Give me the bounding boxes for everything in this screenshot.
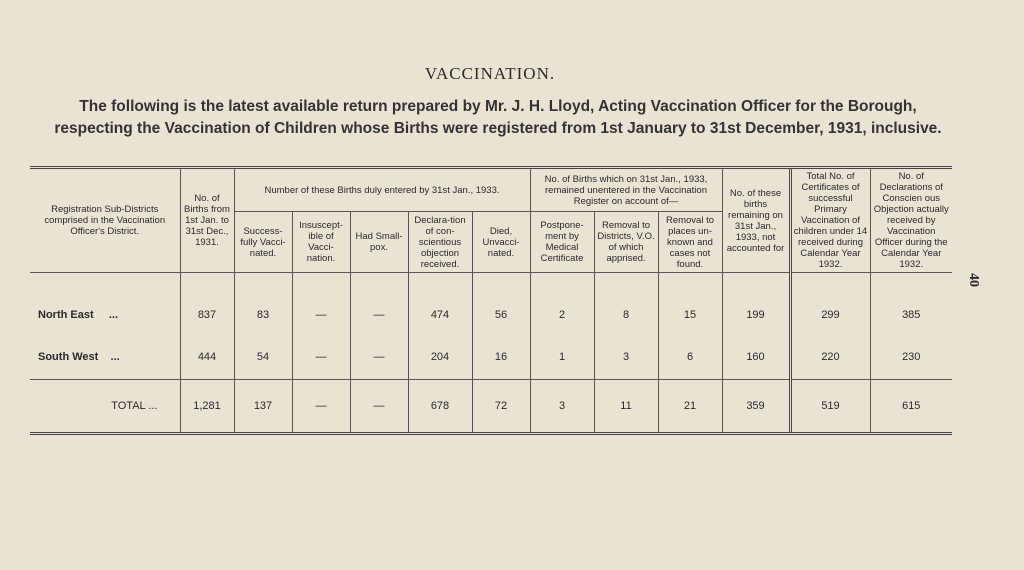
died-cell: 16 bbox=[472, 345, 530, 369]
total-label: TOTAL ... bbox=[30, 380, 180, 434]
table-row bbox=[30, 345, 952, 369]
certificates-cell: 299 bbox=[790, 303, 870, 327]
header-remaining: No. of these births remaining on 31st Jan., 1933, not accounted for bbox=[722, 168, 790, 273]
insusceptible-cell: — bbox=[292, 345, 350, 369]
total-postponement: 3 bbox=[530, 380, 594, 434]
header-births: No. of Births from 1st Jan. to 31st Dec., 1931. bbox=[180, 168, 234, 273]
page-number: 40 bbox=[966, 273, 981, 287]
declarations-cell: 230 bbox=[870, 345, 952, 369]
header-declaration: Declara-tion of con-scientious objection received. bbox=[408, 212, 472, 273]
header-certificates: Total No. of Certificates of successful Primary Vaccination of children under 14 received during Calendar Year 1932. bbox=[790, 168, 870, 273]
header-removal-unknown: Removal to places un-known and cases not found. bbox=[658, 212, 722, 273]
removal-districts-cell: 8 bbox=[594, 303, 658, 327]
total-insusceptible: — bbox=[292, 380, 350, 434]
total-declaration: 678 bbox=[408, 380, 472, 434]
successfully-cell: 54 bbox=[234, 345, 292, 369]
births-cell: 444 bbox=[180, 345, 234, 369]
header-declarations: No. of Declarations of Conscien ous Objection actually received by Vaccination Officer during the Calendar Year 1932. bbox=[870, 168, 952, 273]
total-successfully: 137 bbox=[234, 380, 292, 434]
header-successfully: Success-fully Vacci-nated. bbox=[234, 212, 292, 273]
remaining-cell: 160 bbox=[722, 345, 790, 369]
declaration-cell: 474 bbox=[408, 303, 472, 327]
births-cell: 837 bbox=[180, 303, 234, 327]
died-cell: 56 bbox=[472, 303, 530, 327]
smallpox-cell: — bbox=[350, 303, 408, 327]
vaccination-table bbox=[30, 166, 952, 435]
header-smallpox: Had Small-pox. bbox=[350, 212, 408, 273]
smallpox-cell: — bbox=[350, 345, 408, 369]
header-postponement: Postpone-ment by Medical Certificate bbox=[530, 212, 594, 273]
postponement-cell: 2 bbox=[530, 303, 594, 327]
district-cell: South West ... bbox=[38, 351, 120, 363]
remaining-cell: 199 bbox=[722, 303, 790, 327]
successfully-cell: 83 bbox=[234, 303, 292, 327]
insusceptible-cell: — bbox=[292, 303, 350, 327]
header-entered-group: Number of these Births duly entered by 31st Jan., 1933. bbox=[234, 168, 530, 212]
total-certificates: 519 bbox=[790, 380, 870, 434]
header-unentered-group: No. of Births which on 31st Jan., 1933, remained unentered in the Vaccination Register on account of— bbox=[530, 168, 722, 212]
total-removal-unknown: 21 bbox=[658, 380, 722, 434]
removal-districts-cell: 3 bbox=[594, 345, 658, 369]
total-died: 72 bbox=[472, 380, 530, 434]
removal-unknown-cell: 15 bbox=[658, 303, 722, 327]
total-remaining: 359 bbox=[722, 380, 790, 434]
declarations-cell: 385 bbox=[870, 303, 952, 327]
header-removal-districts: Removal to Districts, V.O. of which apprised. bbox=[594, 212, 658, 273]
table-row bbox=[30, 303, 952, 327]
header-district: Registration Sub-Districts comprised in the Vaccination Officer's District. bbox=[30, 168, 180, 273]
certificates-cell: 220 bbox=[790, 345, 870, 369]
total-births: 1,281 bbox=[180, 380, 234, 434]
total-row bbox=[30, 380, 952, 434]
page-title: VACCINATION. bbox=[424, 64, 556, 83]
removal-unknown-cell: 6 bbox=[658, 345, 722, 369]
intro-paragraph: The following is the latest available return prepared by Mr. J. H. Lloyd, Acting Vaccination Officer for the Borough, respecting the Vaccination of Children whose Births were registered from 1st January to 31st December, 1931, inclusive. bbox=[54, 98, 942, 137]
header-died: Died, Unvacci-nated. bbox=[472, 212, 530, 273]
district-cell: North East ... bbox=[38, 309, 119, 321]
total-declarations: 615 bbox=[870, 380, 952, 434]
postponement-cell: 1 bbox=[530, 345, 594, 369]
total-smallpox: — bbox=[350, 380, 408, 434]
header-insusceptible: Insuscept-ible of Vacci-nation. bbox=[292, 212, 350, 273]
declaration-cell: 204 bbox=[408, 345, 472, 369]
total-removal-districts: 11 bbox=[594, 380, 658, 434]
